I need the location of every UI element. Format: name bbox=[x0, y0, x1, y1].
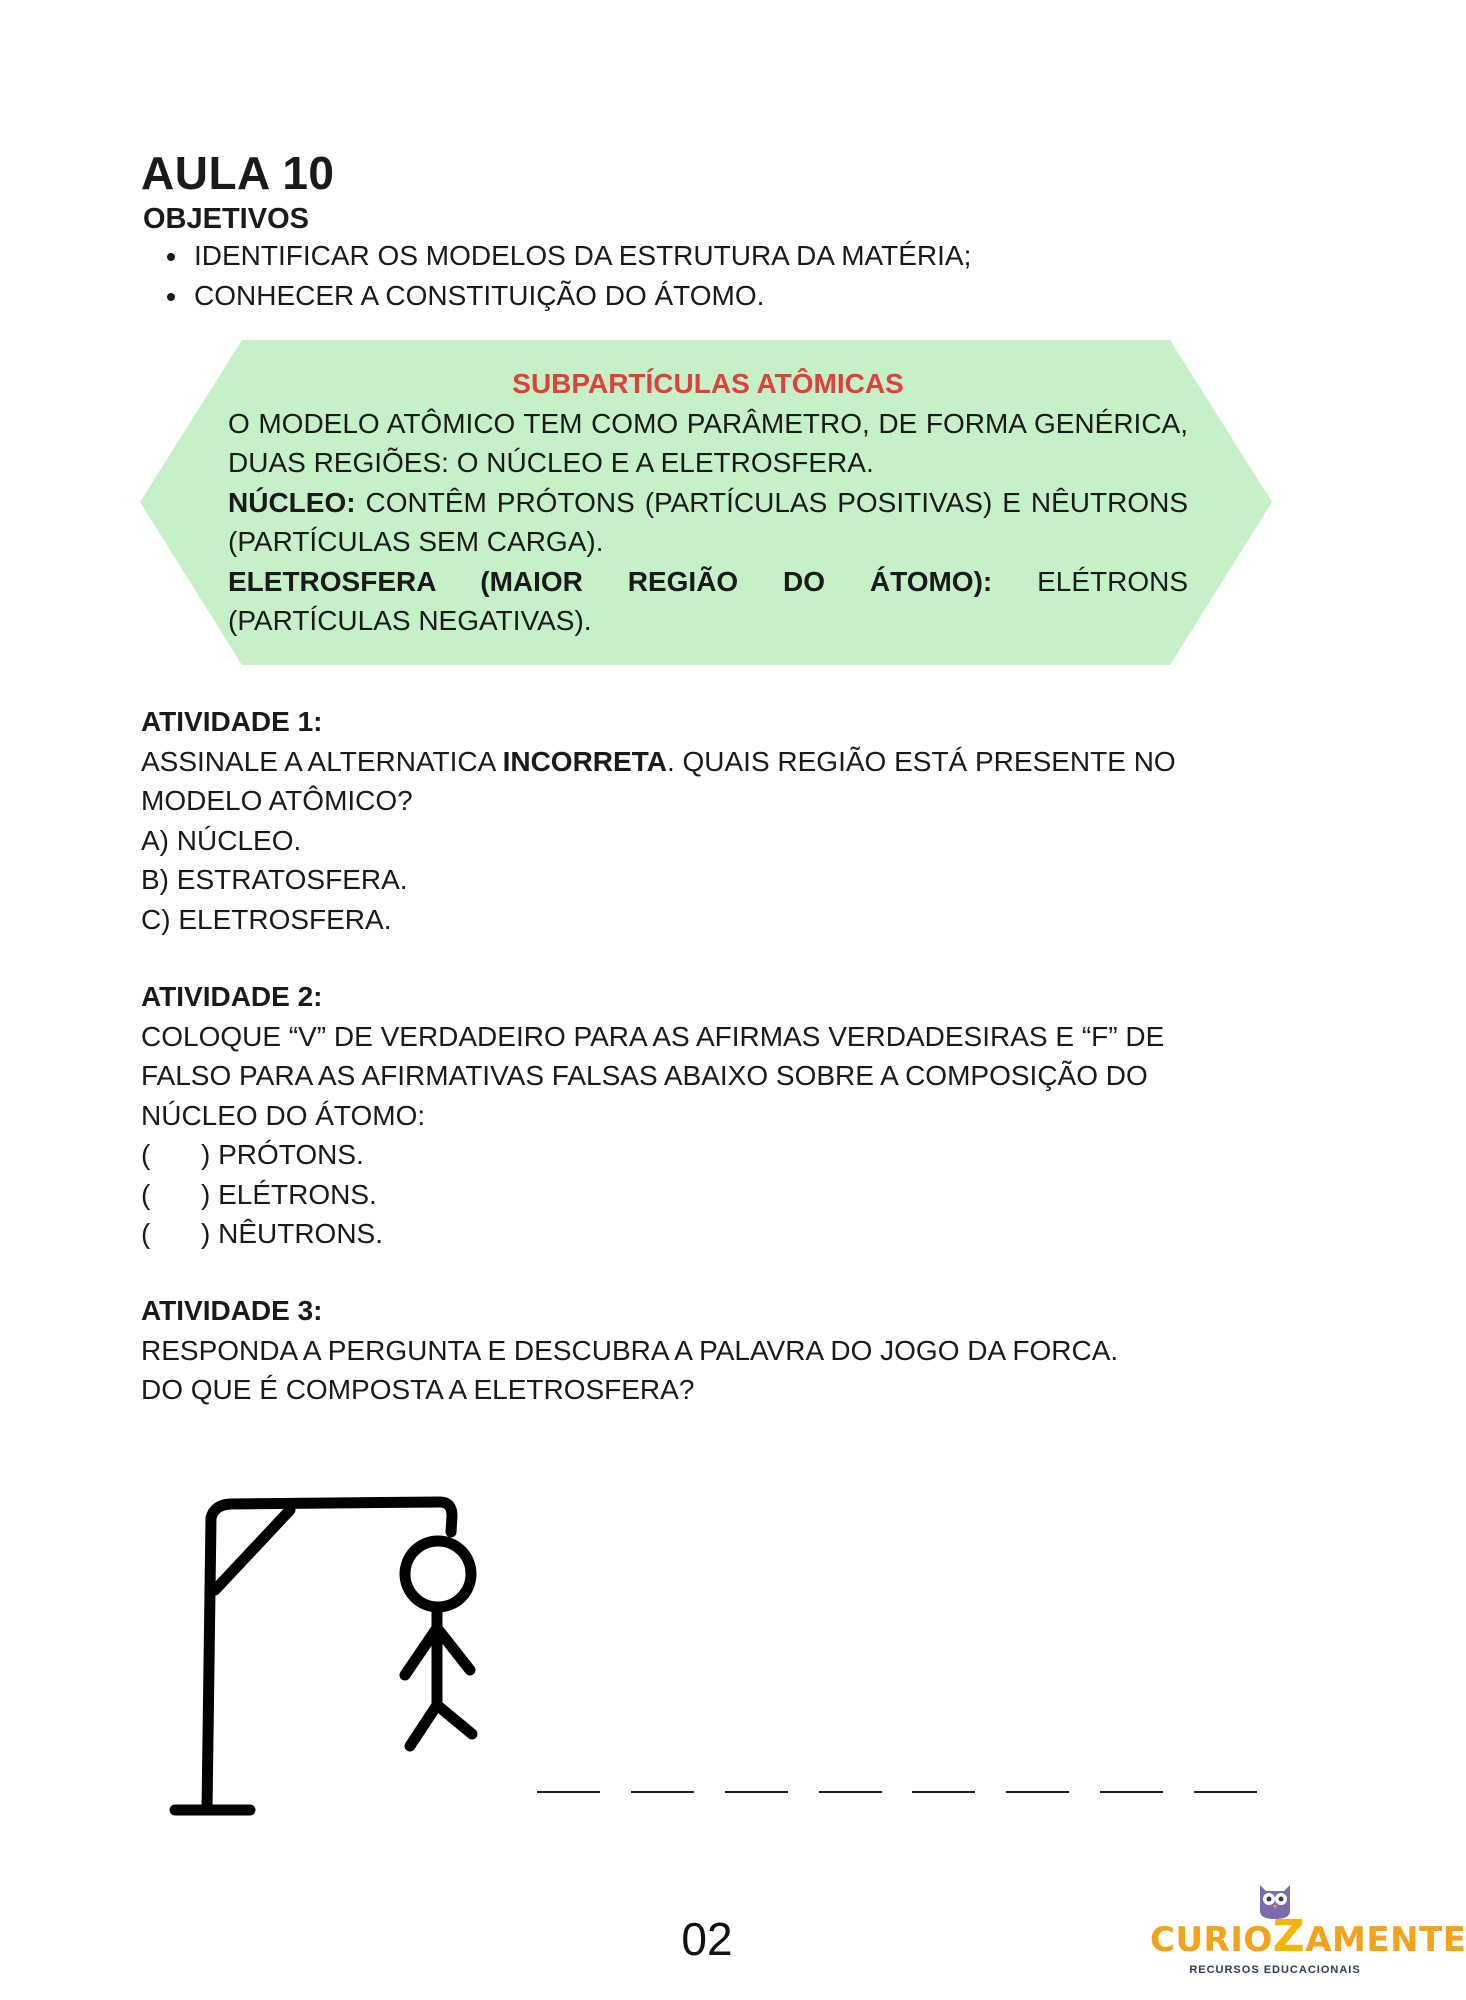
option-b: B) ESTRATOSFERA. bbox=[141, 864, 408, 895]
activity-3-line-2: DO QUE É COMPOSTA A ELETROSFERA? bbox=[141, 1374, 695, 1405]
letter-blank[interactable] bbox=[1194, 1791, 1257, 1793]
nucleus-label: NÚCLEO: bbox=[228, 486, 356, 518]
logo-tagline: RECURSOS EDUCACIONAIS bbox=[1189, 1964, 1361, 1976]
letter-blank[interactable] bbox=[537, 1791, 600, 1793]
infobox-nucleus bbox=[228, 483, 1188, 562]
infobox-electrosphere bbox=[228, 562, 1188, 641]
letter-blank[interactable] bbox=[819, 1791, 882, 1793]
infobox bbox=[228, 364, 1188, 641]
logo-wordmark: CURIOZAMENTE bbox=[1150, 1911, 1466, 1962]
true-false-item[interactable] bbox=[141, 1214, 1291, 1254]
question-emphasis: INCORRETA bbox=[502, 745, 667, 777]
activity-3 bbox=[141, 1291, 1291, 1410]
answer-box[interactable]: ( bbox=[141, 1139, 151, 1170]
activity-2 bbox=[141, 977, 1291, 1254]
item-label: ) ELÉTRONS. bbox=[201, 1178, 377, 1210]
activity-1-heading: ATIVIDADE 1: bbox=[141, 706, 323, 737]
hangman-head bbox=[405, 1541, 471, 1607]
activity-2-heading: ATIVIDADE 2: bbox=[141, 981, 323, 1012]
activity-3-line-1: RESPONDA A PERGUNTA E DESCUBRA A PALAVRA DO JOGO DA FORCA. bbox=[141, 1334, 1119, 1366]
page-title: AULA 10 bbox=[141, 147, 335, 199]
letter-blank[interactable] bbox=[725, 1791, 788, 1793]
electrosphere-text: ELÉTRONS (PARTÍCULAS NEGATIVAS). bbox=[228, 565, 1188, 636]
item-label: ) PRÓTONS. bbox=[201, 1139, 364, 1170]
question-text: ASSINALE A ALTERNATICA bbox=[141, 745, 503, 777]
answer-box[interactable]: ( bbox=[141, 1218, 151, 1249]
objective-item: • CONHECER A CONSTITUIÇÃO DO ÁTOMO. bbox=[190, 276, 971, 316]
activity-1-question bbox=[141, 742, 1291, 821]
infobox-heading: SUBPARTÍCULAS ATÔMICAS bbox=[512, 368, 904, 399]
hangman-blanks bbox=[537, 1791, 1257, 1793]
hangman-right-leg bbox=[437, 1705, 472, 1734]
hangman-drawing bbox=[0, 1480, 520, 1840]
activity-1 bbox=[141, 702, 1291, 939]
answer-box[interactable]: ( bbox=[141, 1178, 151, 1210]
letter-blank[interactable] bbox=[1100, 1791, 1163, 1793]
activity-3-heading: ATIVIDADE 3: bbox=[141, 1295, 323, 1326]
option-c: C) ELETROSFERA. bbox=[141, 903, 392, 935]
gallows-brace bbox=[215, 1510, 290, 1590]
question-text: . QUAIS REGIÃO ESTÁ PRESENTE NO MODELO ATÔMICO? bbox=[141, 745, 1176, 816]
page-number: 02 bbox=[681, 1913, 733, 1965]
true-false-item[interactable] bbox=[141, 1135, 1291, 1175]
letter-blank[interactable] bbox=[631, 1791, 694, 1793]
letter-blank[interactable] bbox=[912, 1791, 975, 1793]
option-a: A) NÚCLEO. bbox=[141, 824, 302, 856]
infobox-intro: O MODELO ATÔMICO TEM COMO PARÂMETRO, DE FORMA GENÉRICA, DUAS REGIÕES: O NÚCLEO E A ELETROSFERA. bbox=[228, 407, 1188, 478]
activity-2-question: COLOQUE “V” DE VERDADEIRO PARA AS AFIRMAS VERDADESIRAS E “F” DE FALSO PARA AS AFIRMATIVAS FALSAS ABAIXO SOBRE A COMPOSIÇÃO DO NÚCLEO DO ÁTOMO: bbox=[141, 1020, 1165, 1131]
true-false-item[interactable] bbox=[141, 1175, 1291, 1215]
electrosphere-label: ELETROSFERA (MAIOR REGIÃO DO ÁTOMO): bbox=[228, 565, 993, 597]
objective-item: • IDENTIFICAR OS MODELOS DA ESTRUTURA DA MATÉRIA; bbox=[190, 236, 971, 276]
nucleus-text: CONTÊM PRÓTONS (PARTÍCULAS POSITIVAS) E NÊUTRONS (PARTÍCULAS SEM CARGA). bbox=[228, 486, 1188, 557]
brand-logo bbox=[1150, 1875, 1466, 1976]
hangman-left-leg bbox=[410, 1705, 437, 1746]
item-label: ) NÊUTRONS. bbox=[201, 1218, 383, 1249]
letter-blank[interactable] bbox=[1006, 1791, 1069, 1793]
objectives-heading: OBJETIVOS bbox=[143, 203, 309, 235]
